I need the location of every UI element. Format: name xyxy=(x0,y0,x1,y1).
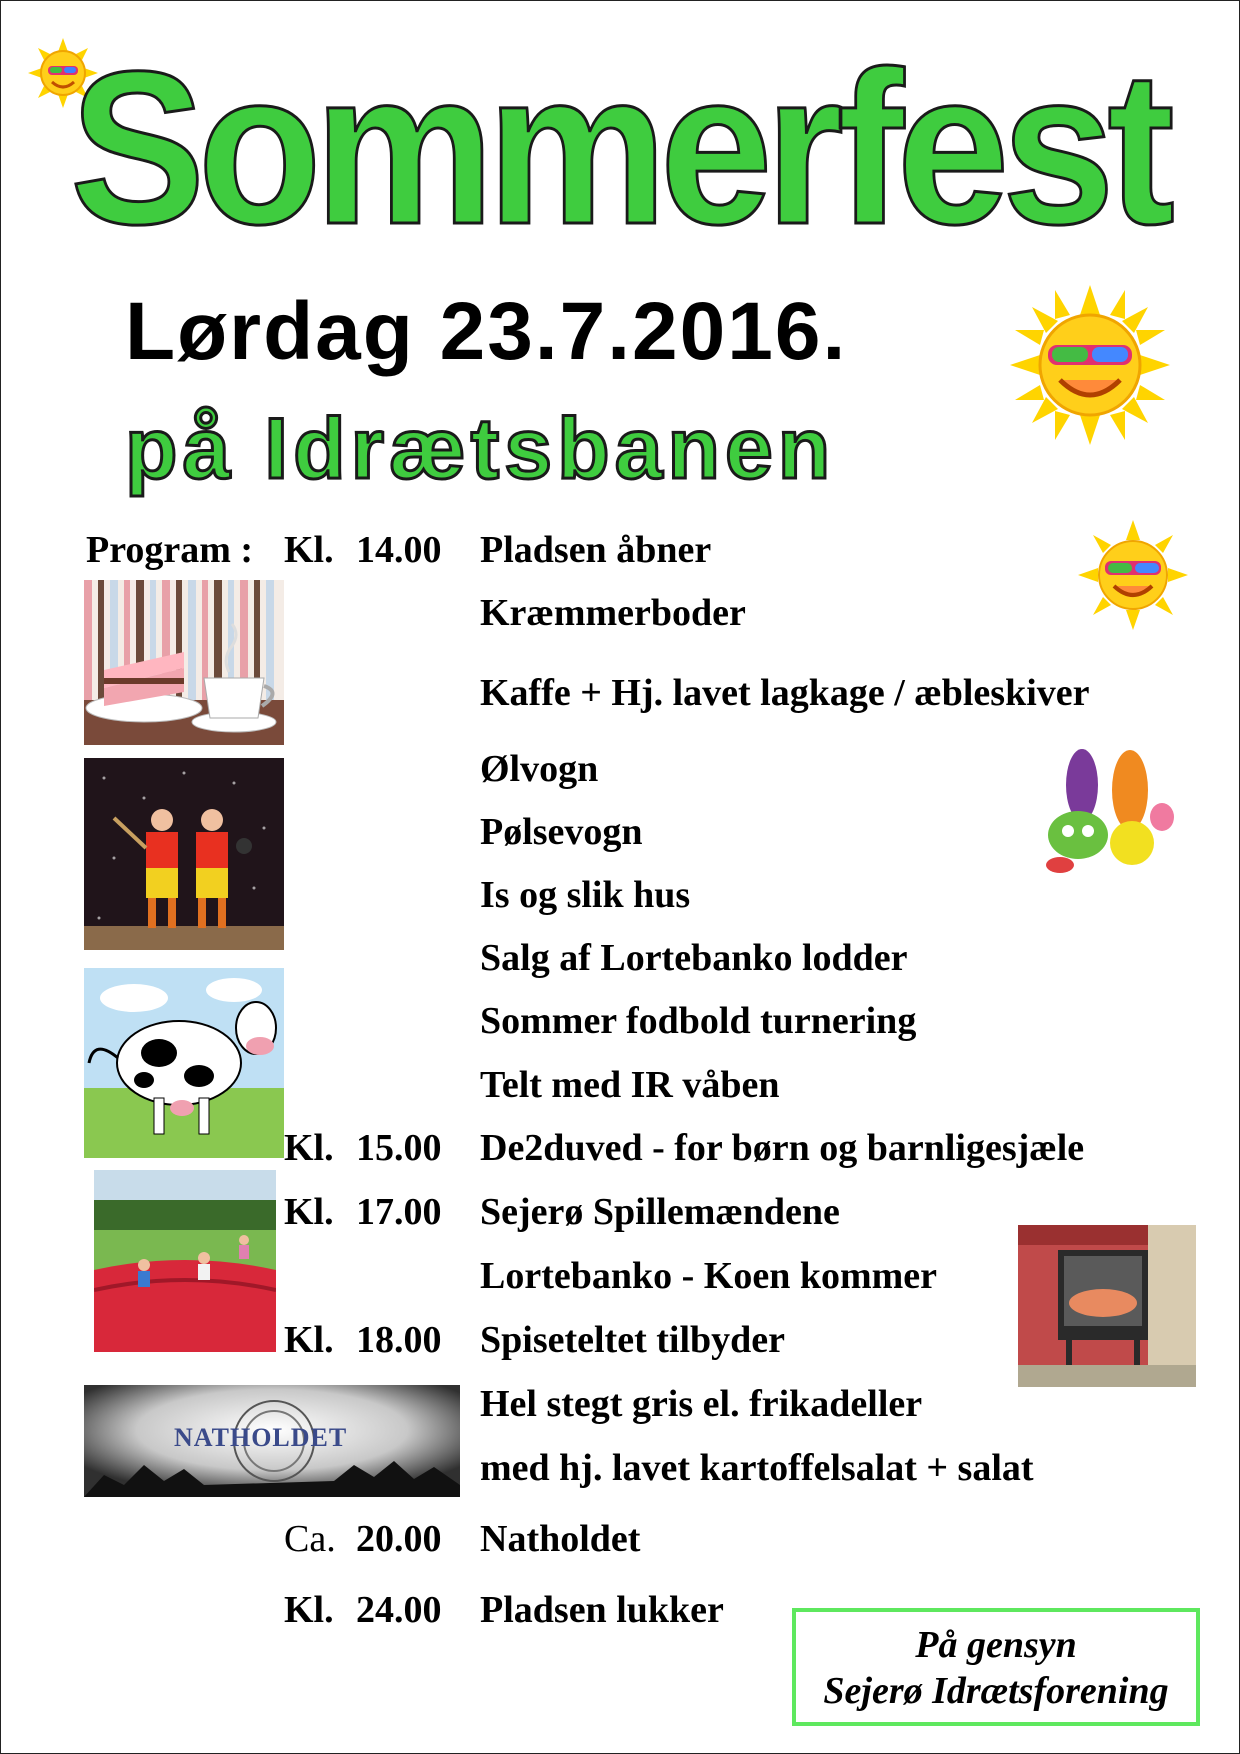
time-value: 20.00 xyxy=(356,1518,442,1560)
closing-greeting: På gensyn xyxy=(915,1624,1077,1666)
poster-title: Sommerfest xyxy=(70,27,1168,270)
time-prefix: Kl. xyxy=(284,529,334,571)
program-activity: Spiseteltet tilbyder xyxy=(480,1319,786,1361)
program-activity: Pladsen åbner xyxy=(480,529,712,571)
time-value: 24.00 xyxy=(356,1589,442,1631)
program-activity: Is og slik hus xyxy=(480,874,691,916)
program-label: Program : xyxy=(86,529,254,571)
program-activity: De2duved - for børn og barnligesjæle xyxy=(480,1127,1085,1169)
band-logo-text: NATHOLDET xyxy=(174,1423,348,1452)
toys-image xyxy=(1040,735,1175,875)
sun-icon xyxy=(1010,285,1170,445)
program-activity: Lortebanko - Koen kommer xyxy=(480,1255,938,1297)
program-activity: Sejerø Spillemændene xyxy=(480,1191,840,1233)
time-value: 15.00 xyxy=(356,1127,442,1169)
roast-pig-image xyxy=(1018,1225,1196,1387)
program-activity: Pølsevogn xyxy=(480,811,643,853)
event-location: på Idrætsbanen xyxy=(125,401,836,497)
time-value: 18.00 xyxy=(356,1319,442,1361)
time-prefix: Kl. xyxy=(284,1127,334,1169)
time-value: 14.00 xyxy=(356,529,442,571)
closing-box xyxy=(792,1608,1200,1726)
time-prefix: Kl. xyxy=(284,1589,334,1631)
program-activity: med hj. lavet kartoffelsalat + salat xyxy=(480,1447,1034,1489)
program-activity: Hel stegt gris el. frikadeller xyxy=(480,1383,923,1425)
program-activity: Telt med IR våben xyxy=(480,1064,780,1106)
time-value: 17.00 xyxy=(356,1191,442,1233)
program-activity: Kræmmerboder xyxy=(480,592,746,634)
program-activity: Salg af Lortebanko lodder xyxy=(480,937,908,979)
kids-playing-image xyxy=(94,1170,276,1352)
organizer-name: Sejerø Idrætsforening xyxy=(823,1670,1169,1712)
cow-image xyxy=(84,968,284,1158)
program-activity: Natholdet xyxy=(480,1518,641,1560)
cake-coffee-image xyxy=(84,580,284,745)
time-prefix: Kl. xyxy=(284,1191,334,1233)
time-prefix: Kl. xyxy=(284,1319,334,1361)
program-activity: Pladsen lukker xyxy=(480,1589,724,1631)
event-date: Lørdag 23.7.2016. xyxy=(125,286,848,377)
sun-icon xyxy=(1078,520,1188,630)
time-prefix: Ca. xyxy=(284,1518,336,1560)
program-activity: Kaffe + Hj. lavet lagkage / æbleskiver xyxy=(480,672,1090,714)
natholdet-band-image xyxy=(84,1385,460,1497)
clowns-image xyxy=(84,758,284,950)
program-activity: Sommer fodbold turnering xyxy=(480,1000,917,1042)
program-activity: Ølvogn xyxy=(480,748,599,790)
